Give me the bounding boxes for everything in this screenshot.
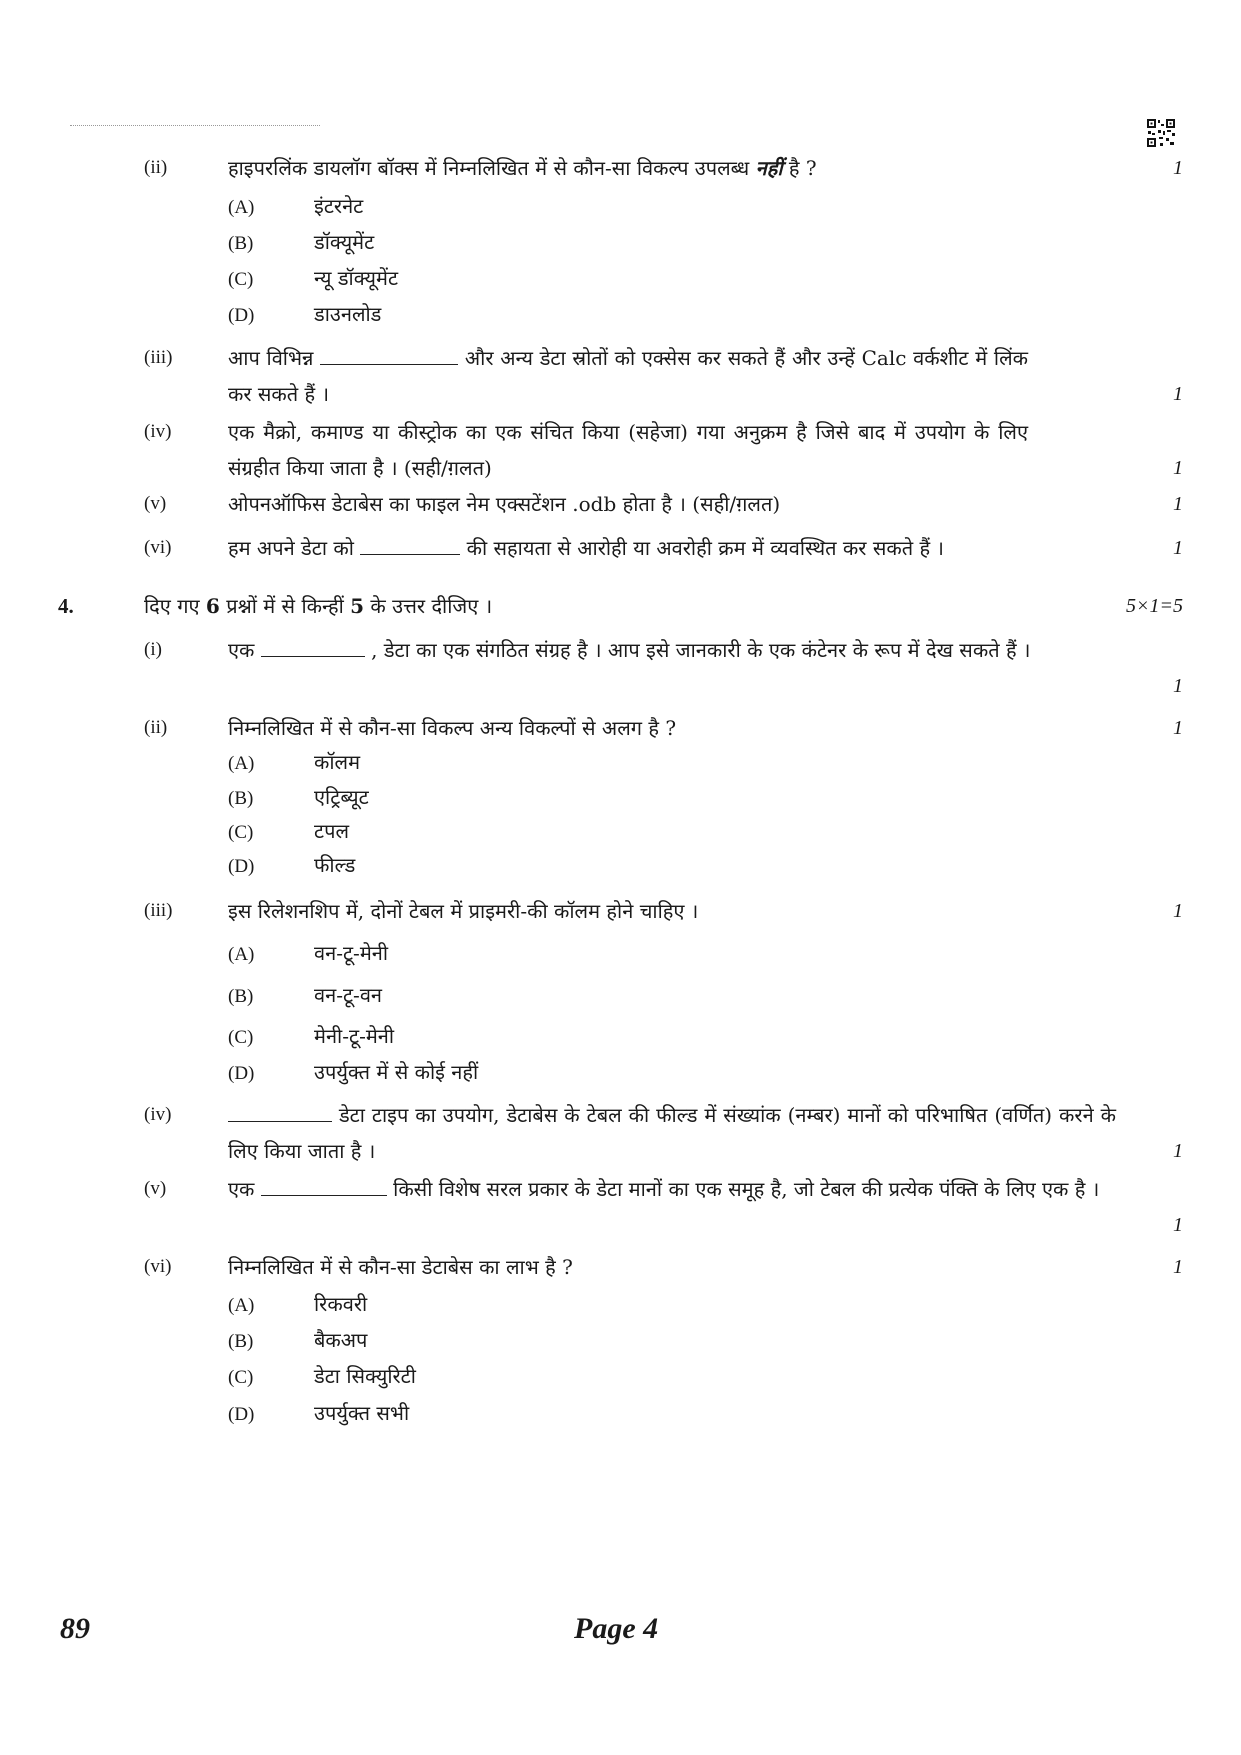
option-b [228,779,369,817]
question-text [228,632,1116,668]
option-label: (C) [228,269,254,290]
marks: 1 [1173,383,1183,405]
instruction-count: 5 [350,594,365,618]
option-b [228,1322,367,1360]
option-a [228,744,360,782]
option-d [228,847,355,885]
option-label: (A) [228,753,255,774]
question-number: (vi) [144,1256,172,1277]
option-label: (B) [228,233,254,254]
question-text: ओपनऑफिस डेटाबेस का फाइल नेम एक्सटेंशन .odb होता है । (सही/ग़लत) [228,492,781,516]
marks: 1 [1173,537,1183,559]
fill-blank [261,1173,387,1196]
question-text-part: है ? [788,156,817,180]
fill-blank [320,342,458,365]
fill-blank [228,1099,332,1122]
fill-blank [261,634,365,657]
option-label: (D) [228,305,255,326]
option-c [228,1018,394,1056]
header-dotted-line [70,125,320,126]
option-d [228,296,381,334]
option-label: (C) [228,1367,254,1388]
question-text [228,1171,1116,1207]
option-text: बैकअप [314,1328,368,1352]
option-text: डाउनलोड [314,302,382,326]
question-text [228,1097,1116,1169]
marks: 1 [1173,900,1183,922]
option-label: (C) [228,1027,254,1048]
option-text: उपर्युक्त में से कोई नहीं [314,1060,479,1084]
question-text [228,530,1116,566]
option-a [228,1286,367,1324]
option-label: (B) [228,788,254,809]
question-number: (iii) [144,900,173,921]
option-text: डॉक्यूमेंट [314,230,375,254]
option-text: वन-टू-वन [314,983,383,1007]
marks: 1 [1173,493,1183,515]
option-label: (A) [228,197,255,218]
page-number: Page 4 [574,1612,659,1645]
question-text-part: डेटा टाइप का उपयोग, डेटाबेस के टेबल की फील्ड में संख्यांक (नम्बर) मानों को परिभाषित (वर्णित) करने के लिए किया जाता है । [228,1103,1116,1163]
option-text: फील्ड [314,853,356,877]
qr-code-icon [1146,118,1176,148]
question-text [228,340,1028,412]
option-label: (D) [228,1404,255,1425]
option-text: एट्रिब्यूट [314,785,369,809]
option-text: इंटरनेट [314,194,364,218]
question-text-part: हम अपने डेटा को [228,536,354,560]
option-label: (B) [228,1331,254,1352]
question-number: (ii) [144,717,168,738]
question-number: (i) [144,639,162,660]
marks: 1 [1173,1256,1183,1278]
question-number: (iii) [144,347,173,368]
question-instruction [144,588,1032,624]
question-text-part: आप विभिन्न [228,346,314,370]
instruction-count: 6 [205,594,220,618]
fill-blank [360,532,460,555]
question-text-part: एक [228,1177,255,1201]
option-a [228,188,363,226]
option-c [228,260,398,298]
question-text: निम्नलिखित में से कौन-सा डेटाबेस का लाभ है ? [228,1255,573,1279]
option-label: (A) [228,1295,255,1316]
marks: 1 [1173,717,1183,739]
option-label: (D) [228,856,255,877]
marks: 1 [1173,457,1183,479]
question-text: इस रिलेशनशिप में, दोनों टेबल में प्राइमरी-की कॉलम होने चाहिए । [228,899,699,923]
marks: 1 [1173,1214,1183,1236]
question-text-part: किसी विशेष सरल प्रकार के डेटा मानों का एक समूह है, जो टेबल की प्रत्येक पंक्ति के लिए एक है । [393,1177,1100,1201]
option-text: डेटा सिक्युरिटी [314,1364,416,1388]
question-text-part: हाइपरलिंक डायलॉग बॉक्स में निम्नलिखित में से कौन-सा विकल्प उपलब्ध [228,156,750,180]
paper-code: 89 [60,1612,90,1645]
option-text: न्यू डॉक्यूमेंट [314,266,399,290]
option-c [228,813,349,851]
marks: 5×1=5 [1126,595,1183,617]
question-number: (v) [144,493,167,514]
option-c [228,1358,416,1396]
question-number: 4. [58,594,74,618]
question-text: एक मैक्रो, कमाण्ड या कीस्ट्रोक का एक संचित किया (सहेजा) गया अनुक्रम है जिसे बाद में उपयोग के लिए संग्रहीत किया जाता है । (सही/ग़लत) [228,420,1028,480]
instruction-part: के उत्तर दीजिए । [370,594,493,618]
option-d [228,1395,409,1433]
question-number: (iv) [144,1104,172,1125]
option-label: (D) [228,1063,255,1084]
option-a [228,935,388,973]
question-text [228,150,1116,186]
option-text: कॉलम [314,750,361,774]
question-text-part: , डेटा का एक संगठित संग्रह है । आप इसे जानकारी के एक कंटेनर के रूप में देख सकते हैं । [371,638,1031,662]
option-label: (B) [228,986,254,1007]
instruction-part: प्रश्नों में से किन्हीं [226,594,344,618]
question-number: (ii) [144,157,168,178]
option-label: (C) [228,822,254,843]
question-text: निम्नलिखित में से कौन-सा विकल्प अन्य विकल्पों से अलग है ? [228,716,677,740]
marks: 1 [1173,1140,1183,1162]
emphasis-text: नहीं [755,156,783,180]
question-number: (iv) [144,421,172,442]
question-number: (vi) [144,537,172,558]
option-b [228,977,382,1015]
option-text: उपर्युक्त सभी [314,1401,410,1425]
option-b [228,224,374,262]
option-text: टपल [314,819,349,843]
option-text: रिकवरी [314,1292,368,1316]
option-d [228,1054,478,1092]
option-label: (A) [228,944,255,965]
marks: 1 [1173,157,1183,179]
option-text: वन-टू-मेनी [314,941,389,965]
question-number: (v) [144,1178,167,1199]
marks: 1 [1173,675,1183,697]
question-text-part: एक [228,638,255,662]
instruction-part: दिए गए [144,594,200,618]
question-text-part: की सहायता से आरोही या अवरोही क्रम में व्यवस्थित कर सकते हैं । [466,536,945,560]
question-text-part: और अन्य डेटा स्रोतों को एक्सेस कर सकते हैं और उन्हें Calc वर्कशीट में लिंक कर सकते हैं । [228,346,1028,406]
option-text: मेनी-टू-मेनी [314,1024,395,1048]
